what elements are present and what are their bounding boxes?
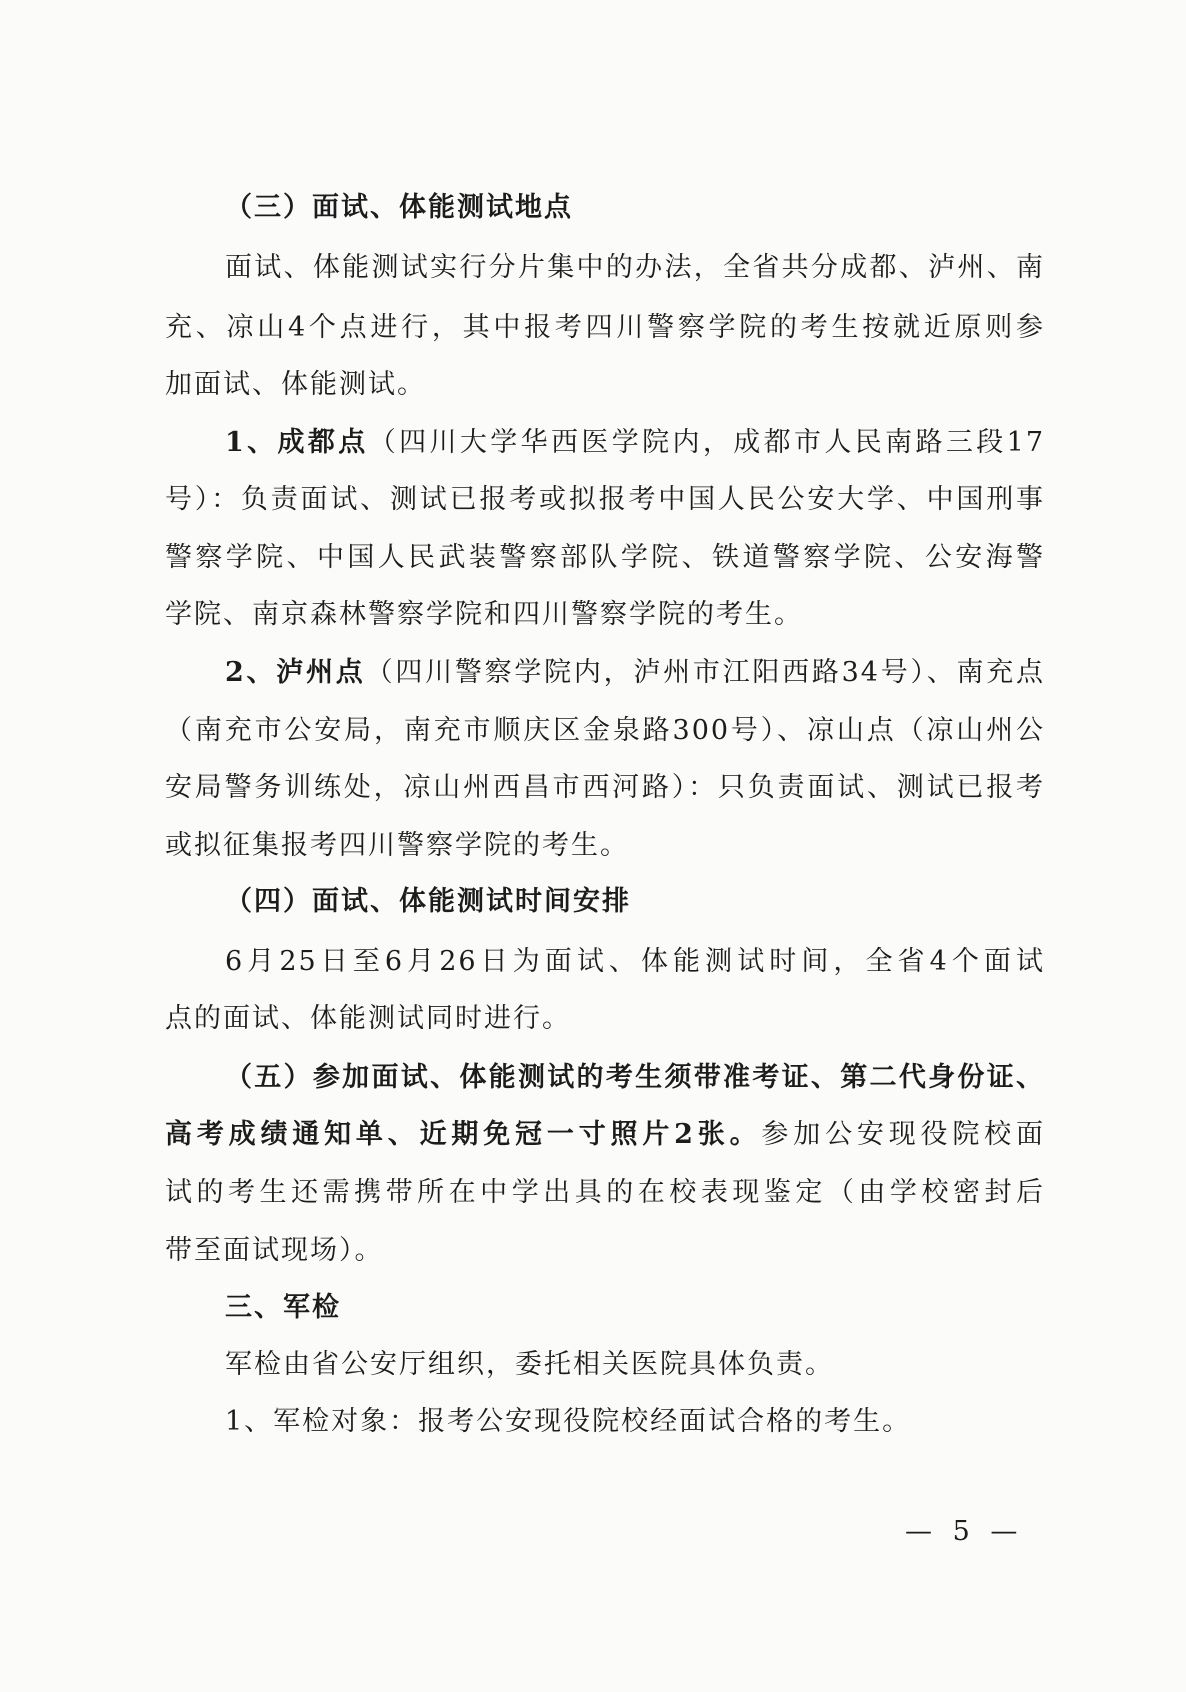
section-heading-schedule: （四）面试、体能测试时间安排	[225, 886, 631, 917]
paragraph-line: （南充市公安局，南充市顺庆区金泉路300号）、凉山点（凉山州公	[165, 715, 1045, 746]
paragraph-line: 面试、体能测试实行分片集中的办法，全省共分成都、泸州、南	[225, 252, 1045, 283]
documents-extra: 参加公安现役院校面	[761, 1119, 1046, 1150]
luzhou-item-line	[225, 653, 1045, 693]
paragraph-line: 带至面试现场）。	[165, 1235, 384, 1266]
chengdu-item-address: （四川大学华西医学院内，成都市人民南路三段17	[368, 427, 1045, 458]
paragraph-line: 或拟征集报考四川警察学院的考生。	[165, 830, 629, 861]
paragraph-line: 安局警务训练处，凉山州西昌市西河路）：只负责面试、测试已报考	[165, 772, 1045, 803]
paragraph-line: 学院、南京森林警察学院和四川警察学院的考生。	[165, 599, 803, 630]
paragraph-line: 试的考生还需携带所在中学出具的在校表现鉴定（由学校密封后	[165, 1177, 1045, 1208]
chengdu-item-label: 1、成都点	[225, 427, 369, 458]
paragraph-line: 点的面试、体能测试同时进行。	[165, 1003, 571, 1034]
part-heading-medical-check: 三、军检	[225, 1292, 341, 1323]
paragraph-line: 号）：负责面试、测试已报考或拟报考中国人民公安大学、中国刑事	[165, 484, 1045, 515]
section-heading-venue: （三）面试、体能测试地点	[225, 192, 573, 223]
paragraph-line: 充、凉山4个点进行，其中报考四川警察学院的考生按就近原则参	[165, 312, 1045, 343]
page-number: — 5 —	[905, 1516, 1024, 1547]
paragraph-line: 军检由省公安厅组织，委托相关医院具体负责。	[225, 1349, 834, 1380]
paragraph-line: 警察学院、中国人民武装警察部队学院、铁道警察学院、公安海警	[165, 542, 1045, 573]
luzhou-item-label: 2、泸州点	[225, 657, 366, 688]
section-heading-documents: （五）参加面试、体能测试的考生须带准考证、第二代身份证、	[225, 1062, 1045, 1093]
luzhou-item-address: （四川警察学院内，泸州市江阳西路34号）、南充点	[365, 657, 1045, 688]
documents-required-list: 高考成绩通知单、近期免冠一寸照片2张。	[165, 1119, 762, 1150]
documents-line	[165, 1115, 1045, 1155]
paragraph-line: 加面试、体能测试。	[165, 369, 426, 400]
paragraph-line: 1、军检对象：报考公安现役院校经面试合格的考生。	[225, 1406, 912, 1437]
chengdu-item-line	[225, 423, 1045, 463]
paragraph-line: 6月25日至6月26日为面试、体能测试时间，全省4个面试	[225, 946, 1045, 977]
